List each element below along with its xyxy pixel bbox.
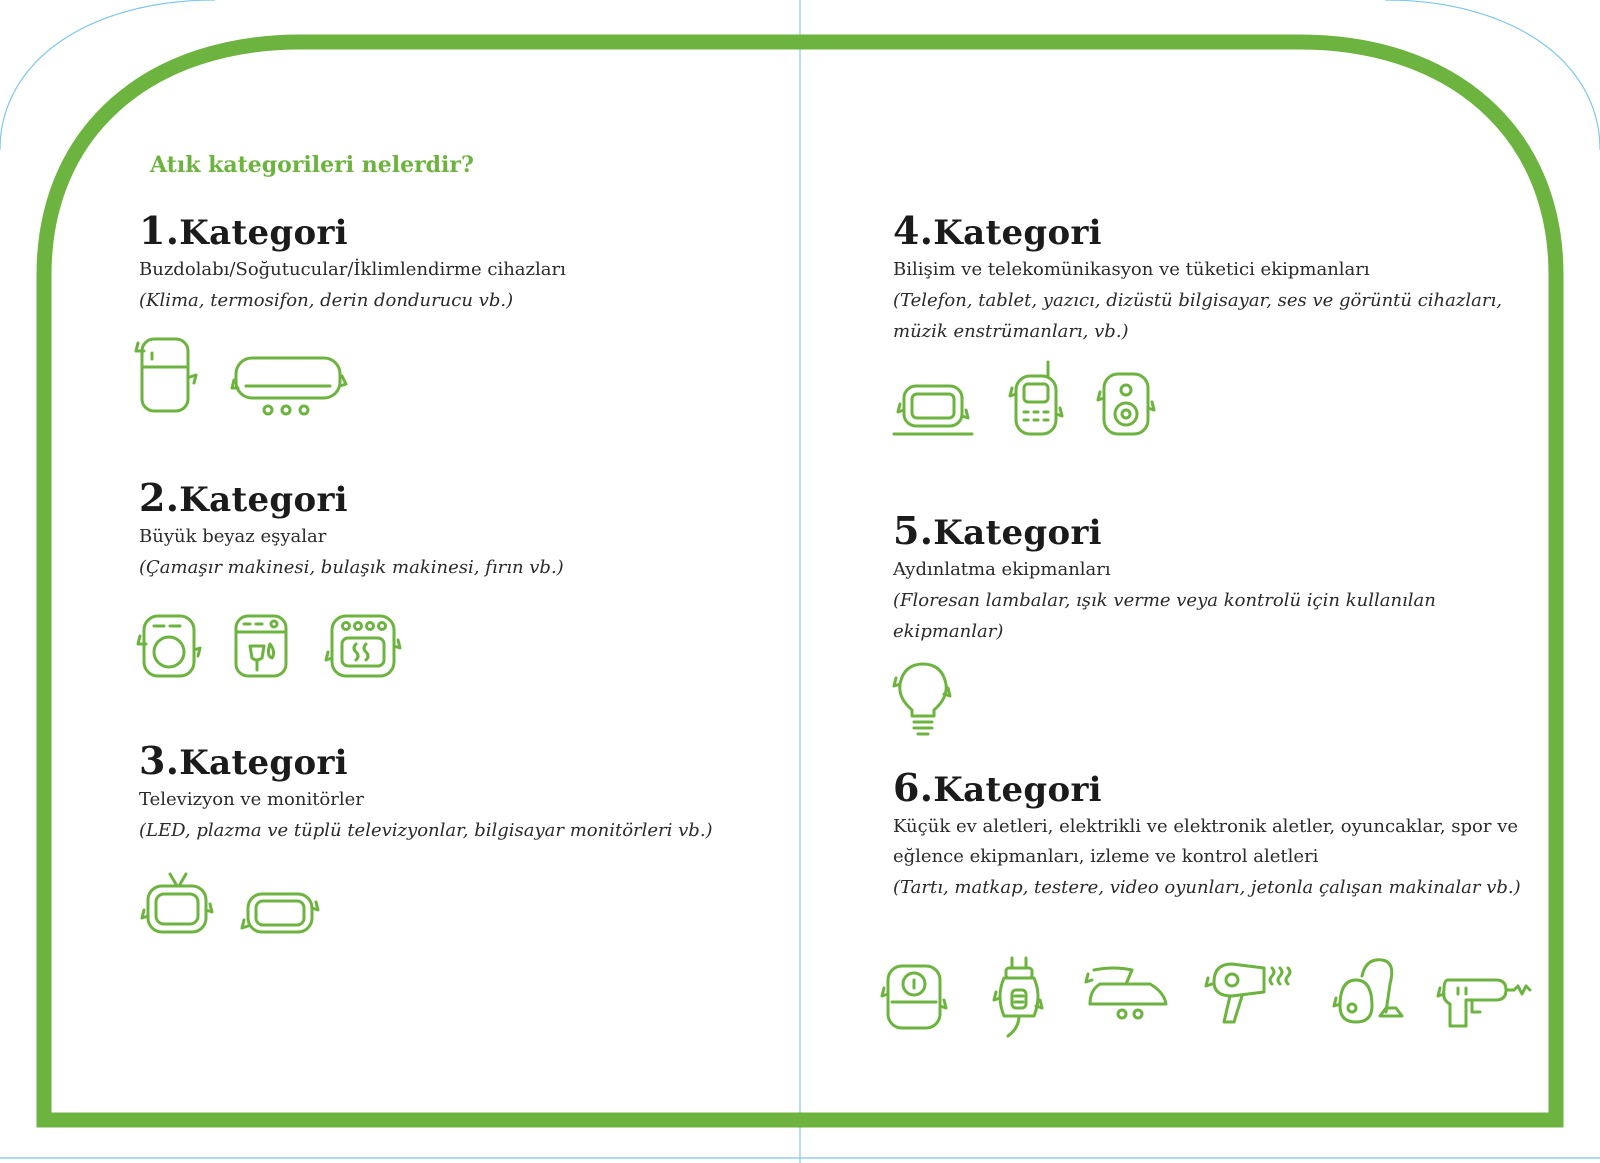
category-number: 2.	[139, 475, 180, 520]
television-icon	[140, 870, 216, 936]
category-examples: (LED, plazma ve tüplü televizyonlar, bilgisayar monitörleri vb.)	[139, 820, 713, 841]
air-conditioner-icon	[230, 354, 352, 420]
category-title	[139, 475, 779, 520]
washing-machine-icon	[136, 612, 204, 680]
speaker-icon	[1094, 370, 1158, 438]
category-number: 1.	[139, 208, 180, 253]
category-label: Kategori	[179, 743, 348, 783]
hair-dryer-icon	[1202, 956, 1302, 1028]
category-examples: (Tartı, matkap, testere, video oyunları, jetonla çalışan makinalar vb.)	[893, 877, 1521, 898]
category-title	[893, 508, 1533, 553]
category-title	[139, 738, 779, 783]
laptop-icon	[892, 382, 974, 438]
dishwasher-icon	[228, 612, 296, 680]
iron-icon	[1084, 964, 1170, 1022]
category-3	[139, 738, 779, 846]
category-subtitle: Bilişim ve telekomünikasyon ve tüketici ekipmanları	[893, 259, 1370, 280]
mobile-phone-icon	[1006, 360, 1068, 438]
kettle-icon	[990, 956, 1048, 1044]
category-label: Kategori	[179, 213, 348, 253]
category-label: Kategori	[933, 513, 1102, 553]
category-examples: (Floresan lambalar, ışık verme veya kontrolü için kullanılan ekipmanlar)	[893, 590, 1436, 642]
category-subtitle: Küçük ev aletleri, elektrikli ve elektronik aletler, oyuncaklar, spor ve eğlence ekipmanları, izleme ve kontrol aletleri	[893, 816, 1519, 867]
drill-icon	[1436, 974, 1532, 1034]
category-title	[893, 208, 1533, 253]
category-label: Kategori	[933, 213, 1102, 253]
light-bulb-icon	[890, 658, 956, 738]
category-subtitle: Buzdolabı/Soğutucular/İklimlendirme cihazları	[139, 259, 566, 280]
page-heading: Atık kategorileri nelerdir?	[150, 152, 474, 178]
category-2	[139, 475, 779, 583]
category-5	[893, 508, 1533, 647]
category-4	[893, 208, 1533, 347]
category-label: Kategori	[179, 480, 348, 520]
oven-icon	[324, 612, 404, 680]
category-6	[893, 765, 1533, 903]
monitor-icon	[240, 890, 322, 936]
category-number: 5.	[893, 508, 934, 553]
category-examples: (Telefon, tablet, yazıcı, dizüstü bilgisayar, ses ve görüntü cihazları, müzik enstrümanları, vb.)	[893, 290, 1502, 342]
category-number: 4.	[893, 208, 934, 253]
category-subtitle: Aydınlatma ekipmanları	[893, 559, 1111, 580]
category-title	[139, 208, 779, 253]
scale-icon	[878, 962, 952, 1032]
vacuum-cleaner-icon	[1332, 954, 1408, 1030]
category-examples: (Çamaşır makinesi, bulaşık makinesi, fırın vb.)	[139, 557, 564, 578]
category-number: 3.	[139, 738, 180, 783]
category-1	[139, 208, 779, 316]
category-subtitle: Büyük beyaz eşyalar	[139, 526, 327, 547]
category-number: 6.	[893, 765, 934, 810]
category-examples: (Klima, termosifon, derin dondurucu vb.)	[139, 290, 514, 311]
category-title	[893, 765, 1533, 810]
category-subtitle: Televizyon ve monitörler	[139, 789, 364, 810]
refrigerator-icon	[134, 335, 200, 415]
category-label: Kategori	[933, 770, 1102, 810]
